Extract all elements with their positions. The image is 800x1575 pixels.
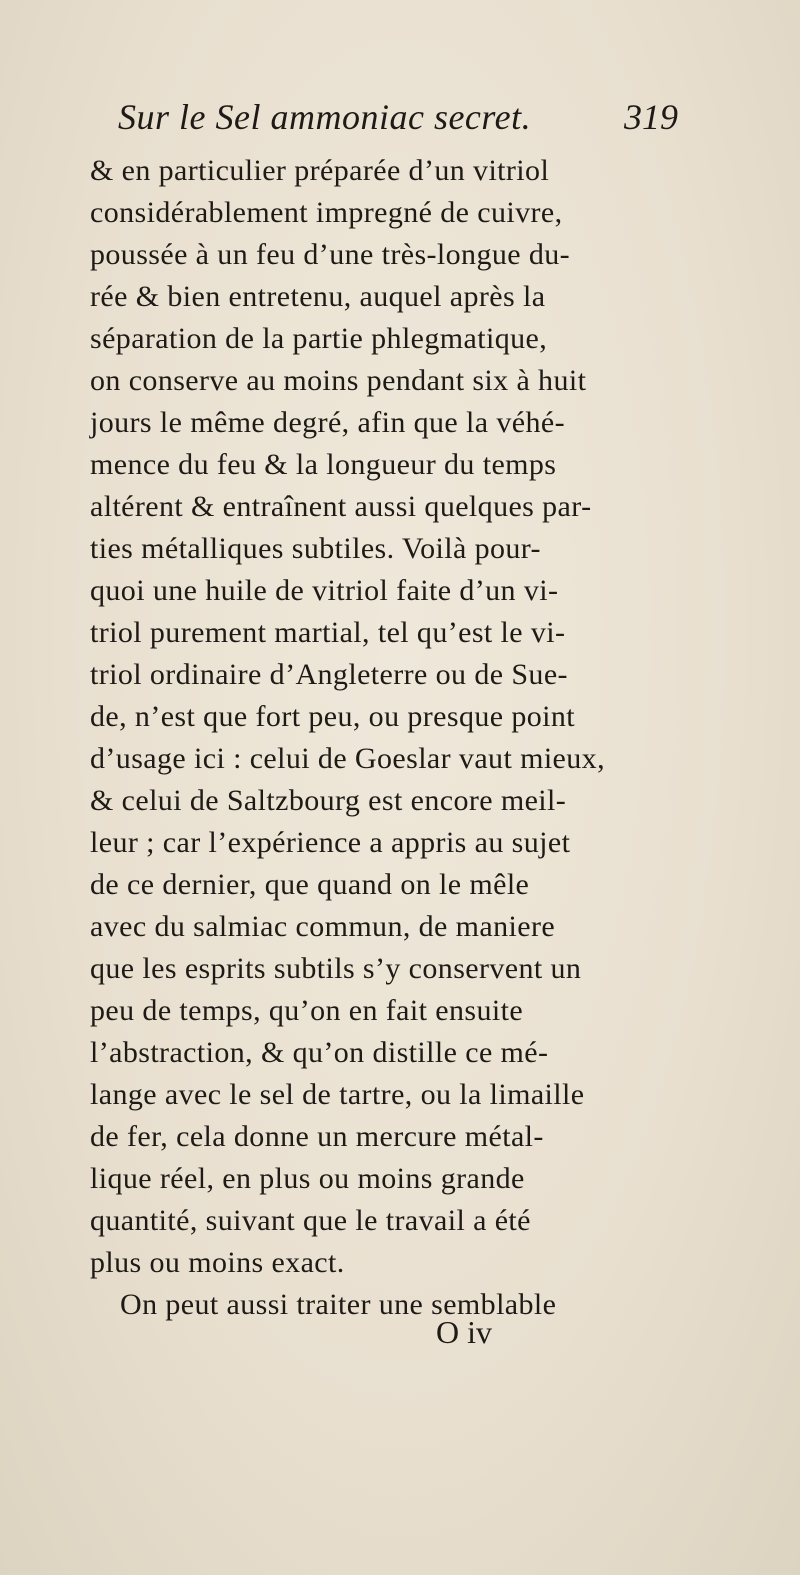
text-line: jours le même degré, afin que la véhé- bbox=[90, 406, 565, 439]
text-line: On peut aussi traiter une semblable bbox=[120, 1288, 557, 1321]
text-line: leur ; car l’expérience a appris au sujet bbox=[90, 826, 571, 859]
text-line: lange avec le sel de tartre, ou la limaille bbox=[90, 1078, 585, 1111]
text-line: considérablement impregné de cuivre, bbox=[90, 196, 563, 229]
body-text bbox=[90, 150, 710, 1326]
signature-mark: O iv bbox=[436, 1314, 492, 1350]
text-line: l’abstraction, & qu’on distille ce mé- bbox=[90, 1036, 549, 1069]
text-line: & en particulier préparée d’un vitriol bbox=[90, 154, 550, 187]
text-line: & celui de Saltzbourg est encore meil- bbox=[90, 784, 567, 817]
text-line: avec du salmiac commun, de maniere bbox=[90, 910, 556, 943]
text-line: quoi une huile de vitriol faite d’un vi- bbox=[90, 574, 559, 607]
text-line: altérent & entraînent aussi quelques par- bbox=[90, 490, 592, 523]
text-line: d’usage ici : celui de Goeslar vaut mieux, bbox=[90, 742, 605, 775]
text-line: quantité, suivant que le travail a été bbox=[90, 1204, 531, 1237]
text-line: de ce dernier, que quand on le mêle bbox=[90, 868, 530, 901]
text-line: plus ou moins exact. bbox=[90, 1246, 345, 1279]
text-line: mence du feu & la longueur du temps bbox=[90, 448, 557, 481]
text-line: ties métalliques subtiles. Voilà pour- bbox=[90, 532, 541, 565]
text-line: lique réel, en plus ou moins grande bbox=[90, 1162, 525, 1195]
running-title: Sur le Sel ammoniac secret. bbox=[118, 97, 532, 137]
text-line: on conserve au moins pendant six à huit bbox=[90, 364, 587, 397]
text-line: triol purement martial, tel qu’est le vi- bbox=[90, 616, 566, 649]
text-line: séparation de la partie phlegmatique, bbox=[90, 322, 548, 355]
text-line: de, n’est que fort peu, ou presque point bbox=[90, 700, 576, 733]
text-line: poussée à un feu d’une très-longue du- bbox=[90, 238, 571, 271]
text-line: que les esprits subtils s’y conservent un bbox=[90, 952, 582, 985]
text-line: peu de temps, qu’on en fait ensuite bbox=[90, 994, 524, 1027]
page-number: 319 bbox=[624, 97, 678, 137]
text-line: triol ordinaire d’Angleterre ou de Sue- bbox=[90, 658, 568, 691]
text-line: rée & bien entretenu, auquel après la bbox=[90, 280, 546, 313]
text-line: de fer, cela donne un mercure métal- bbox=[90, 1120, 544, 1153]
page-header bbox=[118, 96, 678, 146]
